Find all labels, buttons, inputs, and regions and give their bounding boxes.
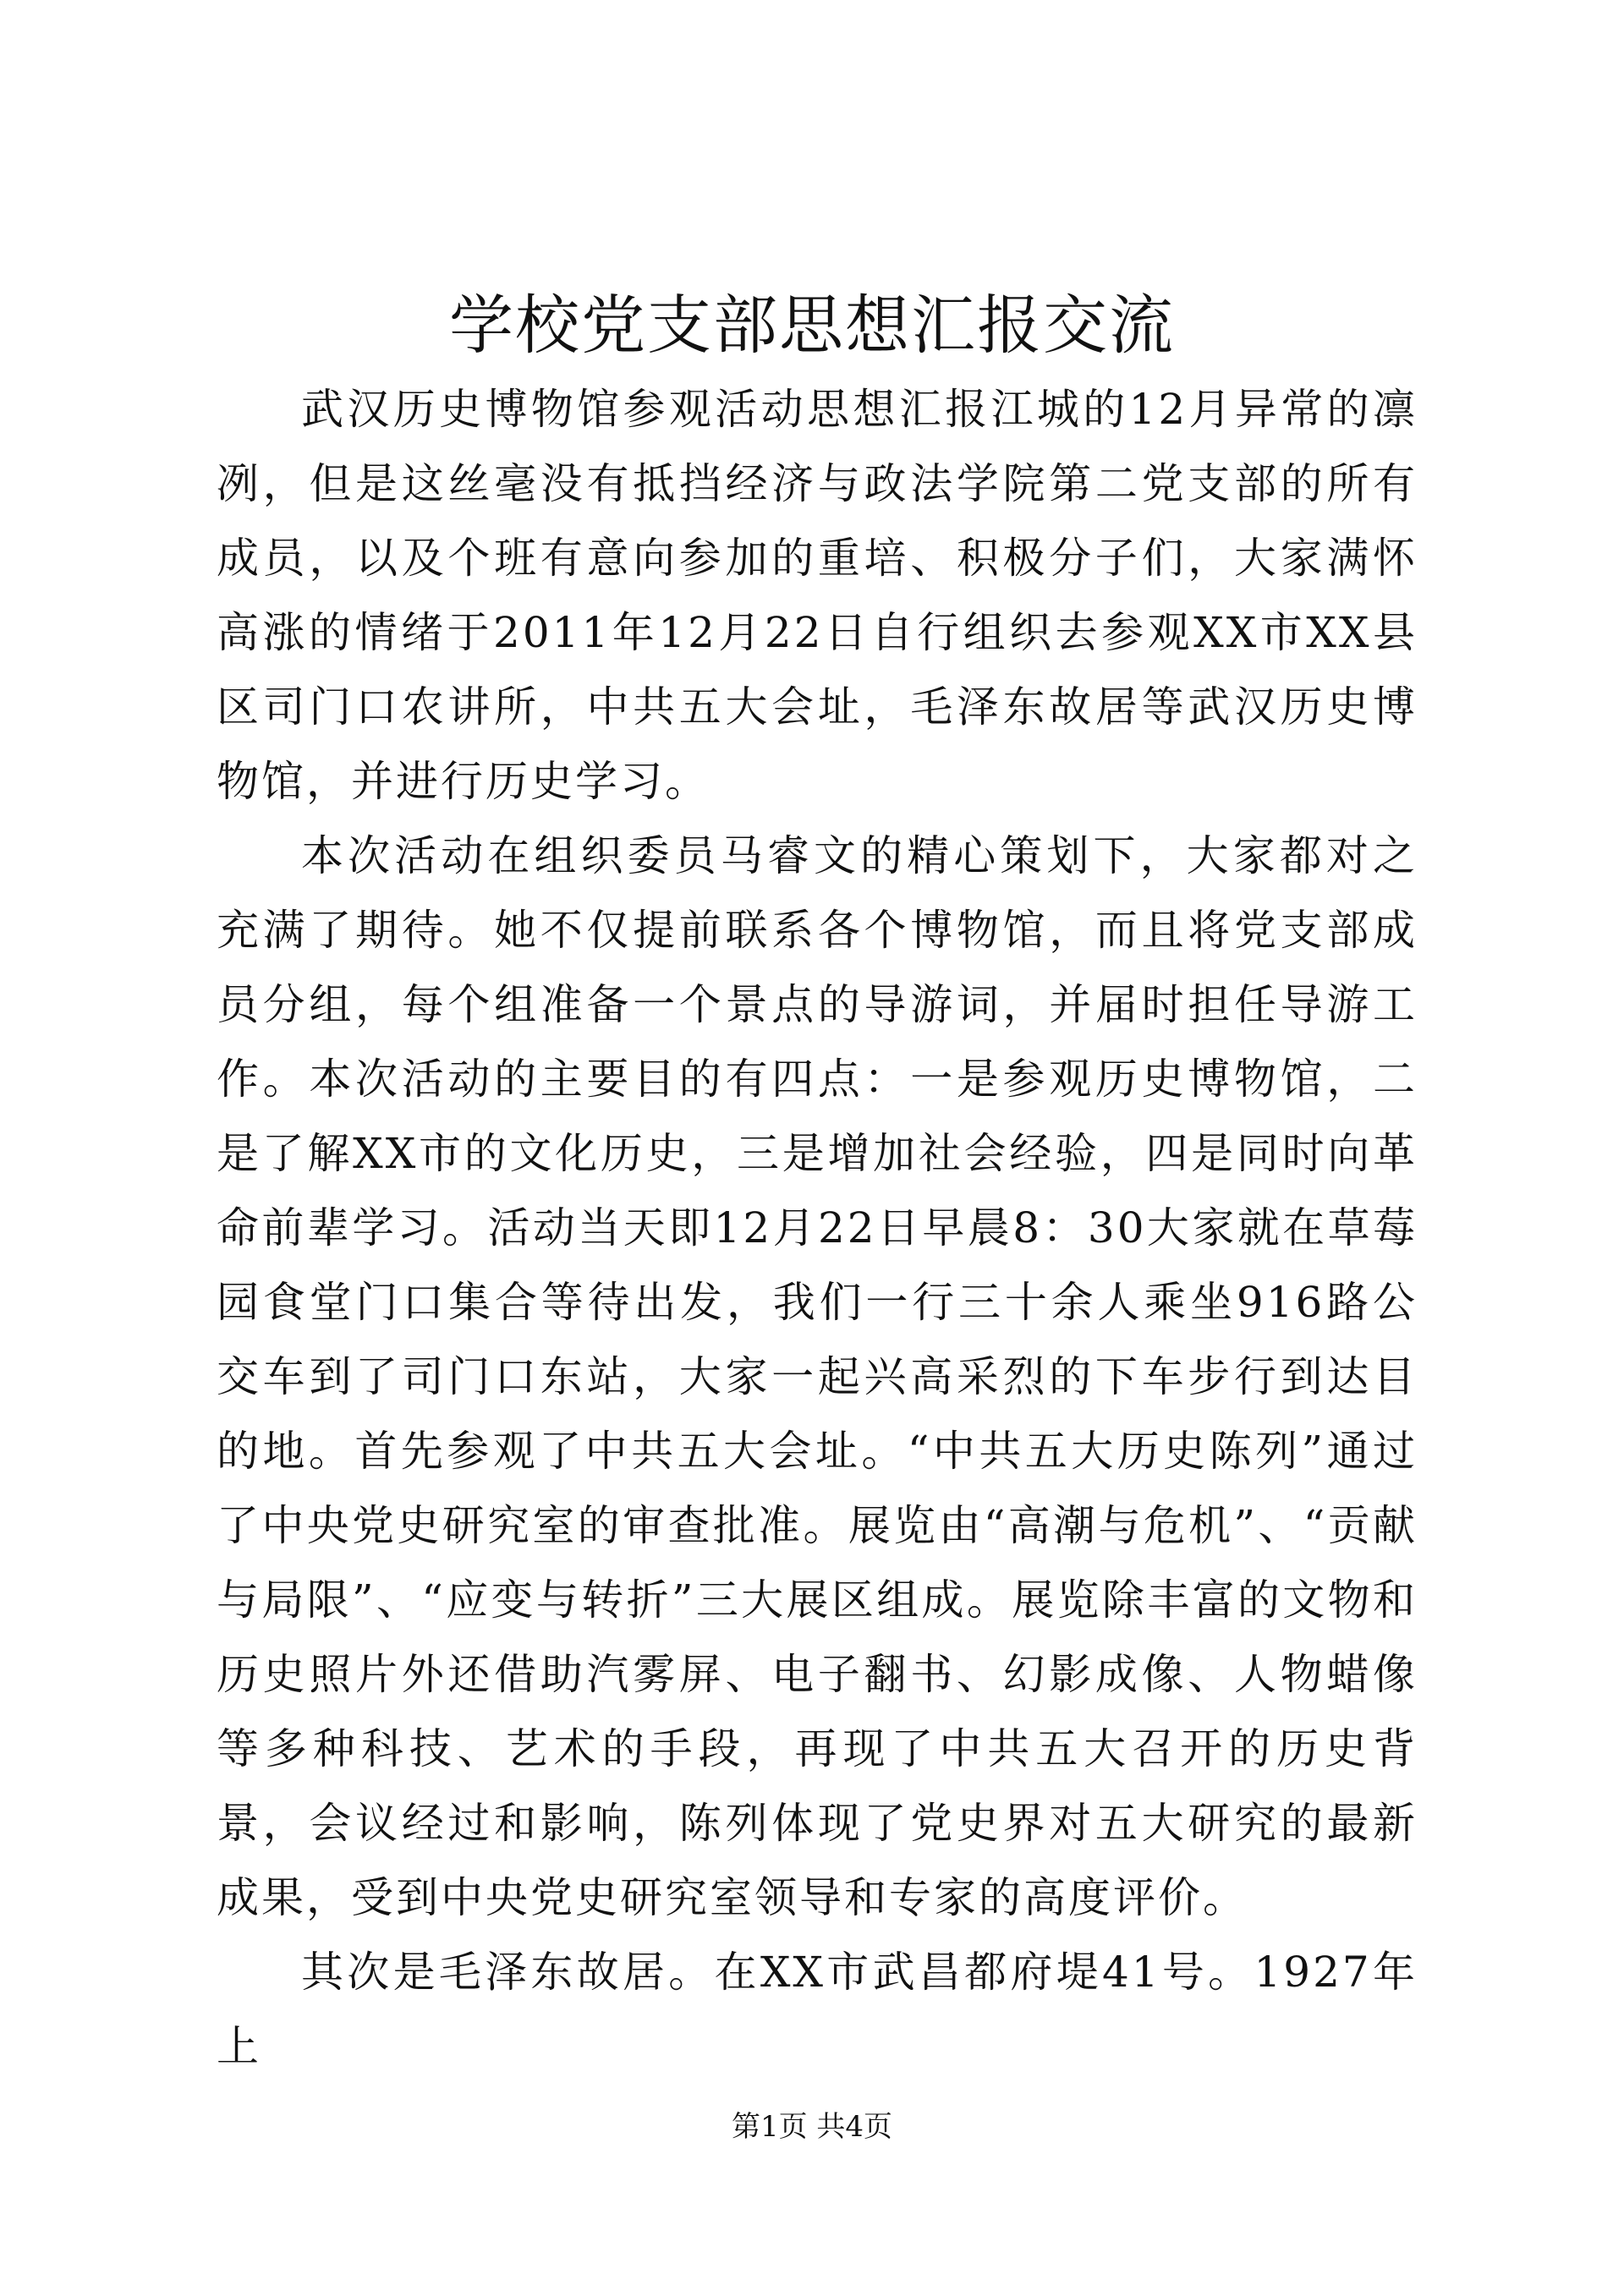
page-number-footer: 第1页 共4页 xyxy=(731,2110,893,2144)
paragraph-2: 本次活动在组织委员马睿文的精心策划下，大家都对之充满了期待。她不仅提前联系各个博物馆，而且将党支部成员分组，每个组准备一个景点的导游词，并届时担任导游工作。本次活动的主要目的有四点：一是参观历史博物馆，二是了解XX市的文化历史，三是增加社会经验，四是同时向革命前辈学习。活动当天即12月22日早晨8：30大家就在草莓园食堂门口集合等待出发，我们一行三十余人乘坐916路公交车到了司门口东站，大家一起兴高采烈的下车步行到达目的地。首先参观了中共五大会址。“中共五大历史陈列”通过了中央党史研究室的审查批准。展览由“高潮与危机”、“贡献与局限”、“应变与转折”三大展区组成。展览除丰富的文物和历史照片外还借助汽雾屏、电子翻书、幻影成像、人物蜡像等多种科技、艺术的手段，再现了中共五大召开的历史背景，会议经过和影响，陈列体现了党史界对五大研究的最新成果，受到中央党史研究室领导和专家的高度评价。 xyxy=(217,831,1418,1922)
paragraph-1: 武汉历史博物馆参观活动思想汇报江城的12月异常的凛冽，但是这丝毫没有抵挡经济与政法学院第二党支部的所有成员，以及个班有意向参加的重培、积极分子们，大家满怀高涨的情绪于2011年12月22日自行组织去参观XX市XX县区司门口农讲所，中共五大会址，毛泽东故居等武汉历史博物馆，并进行历史学习。 xyxy=(217,385,1418,806)
document-body xyxy=(217,372,1418,2084)
paragraph-3: 其次是毛泽东故居。在XX市武昌都府堤41号。1927年上 xyxy=(217,1948,1418,2071)
document-title: 学校党支部思想汇报交流 xyxy=(449,288,1175,363)
